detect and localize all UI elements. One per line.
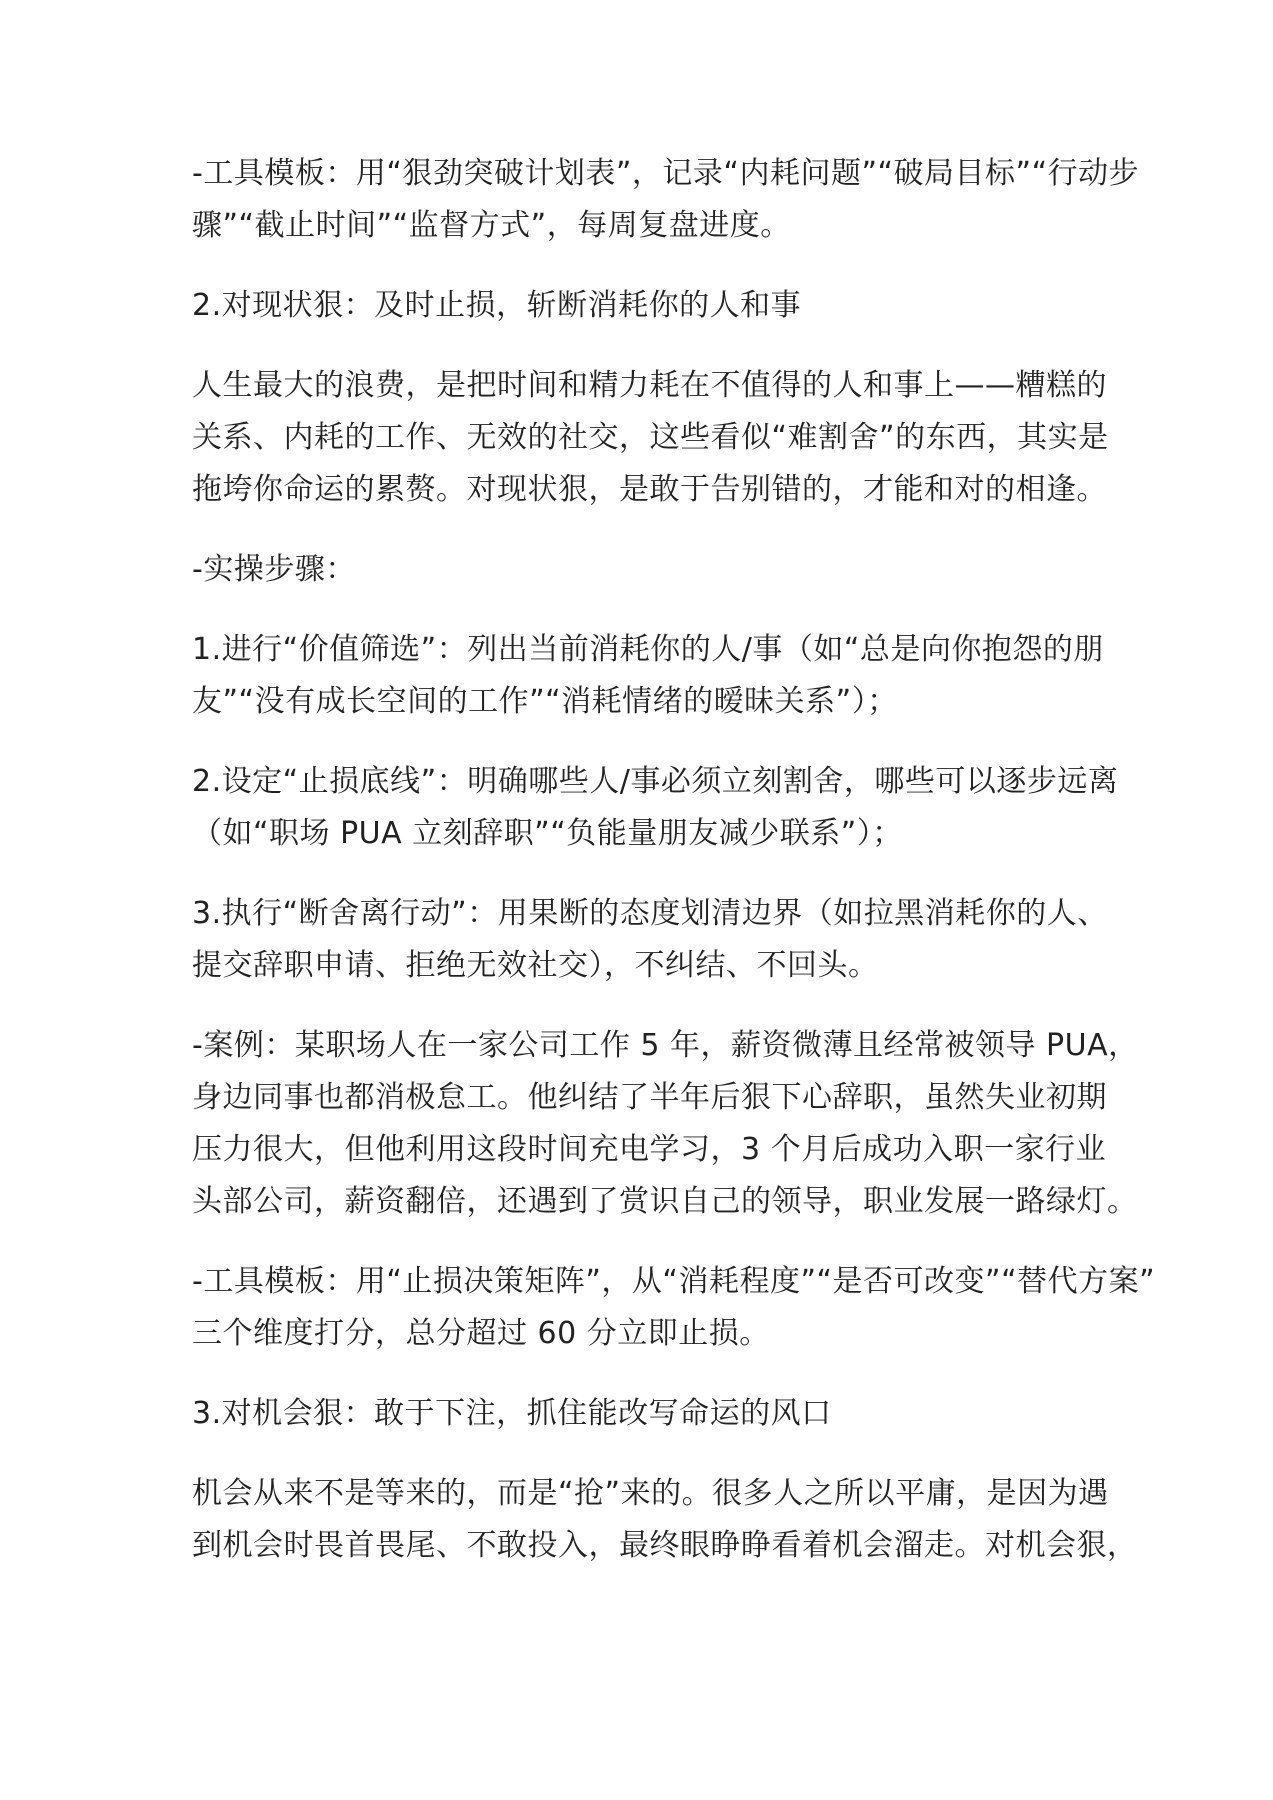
paragraph [192,624,1104,728]
text-line: 身边同事也都消极怠工。他纠结了半年后狠下心辞职，虽然失业初期 [192,1080,1107,1115]
document-body [192,148,1156,1600]
paragraph [192,1256,1156,1360]
text-line: 友”“没有成长空间的工作”“消耗情绪的暧昧关系”）； [192,684,898,719]
text-line: 头部公司，薪资翻倍，还遇到了赏识自己的领导，职业发展一路绿灯。 [192,1184,1138,1219]
text-line: 骤”“截止时间”“监督方式”，每周复盘进度。 [192,208,791,243]
text-line: 三个维度打分，总分超过 60 分立即止损。 [192,1316,770,1351]
text-line: -工具模板：用“狠劲突破计划表”，记录“内耗问题”“破局目标”“行动步 [192,156,1140,191]
paragraph [192,280,1084,332]
text-line: 2.对现状狠：及时止损，斩断消耗你的人和事 [192,288,802,323]
text-line: 1.进行“价值筛选”：列出当前消耗你的人/事（如“总是向你抱怨的朋 [192,632,1104,667]
text-line: 拖垮你命运的累赘。对现状狠，是敢于告别错的，才能和对的相逢。 [192,472,1107,507]
text-line: 3.对机会狠：敢于下注，抓住能改写命运的风口 [192,1396,832,1431]
text-line: 到机会时畏首畏尾、不敢投入，最终眼睁睁看着机会溜走。对机会狠， [192,1528,1138,1563]
paragraph [192,360,1109,516]
paragraph [192,1468,1138,1572]
paragraph [192,1388,1084,1440]
text-line: -案例：某职场人在一家公司工作 5 年，薪资微薄且经常被领导 PUA， [192,1028,1139,1063]
text-line: 人生最大的浪费，是把时间和精力耗在不值得的人和事上——糟糕的 [192,368,1107,403]
text-line: （如“职场 PUA 立刻辞职”“负能量朋友减少联系”）； [192,816,903,851]
paragraph [192,544,1084,596]
text-line: 3.执行“断舍离行动”：用果断的态度划清边界（如拉黑消耗你的人、 [192,896,1108,931]
text-line: 关系、内耗的工作、无效的社交，这些看似“难割舍”的东西，其实是 [192,420,1109,455]
paragraph [192,888,1108,992]
paragraph [192,1020,1139,1228]
text-line: 机会从来不是等来的，而是“抢”来的。很多人之所以平庸，是因为遇 [192,1476,1109,1511]
text-line: 压力很大，但他利用这段时间充电学习，3 个月后成功入职一家行业 [192,1132,1107,1167]
paragraph [192,756,1119,860]
text-line: -实操步骤： [192,552,356,587]
paragraph [192,148,1140,252]
text-line: -工具模板：用“止损决策矩阵”，从“消耗程度”“是否可改变”“替代方案” [192,1264,1156,1299]
text-line: 2.设定“止损底线”：明确哪些人/事必须立刻割舍，哪些可以逐步远离 [192,764,1119,799]
text-line: 提交辞职申请、拒绝无效社交），不纠结、不回头。 [192,948,879,983]
